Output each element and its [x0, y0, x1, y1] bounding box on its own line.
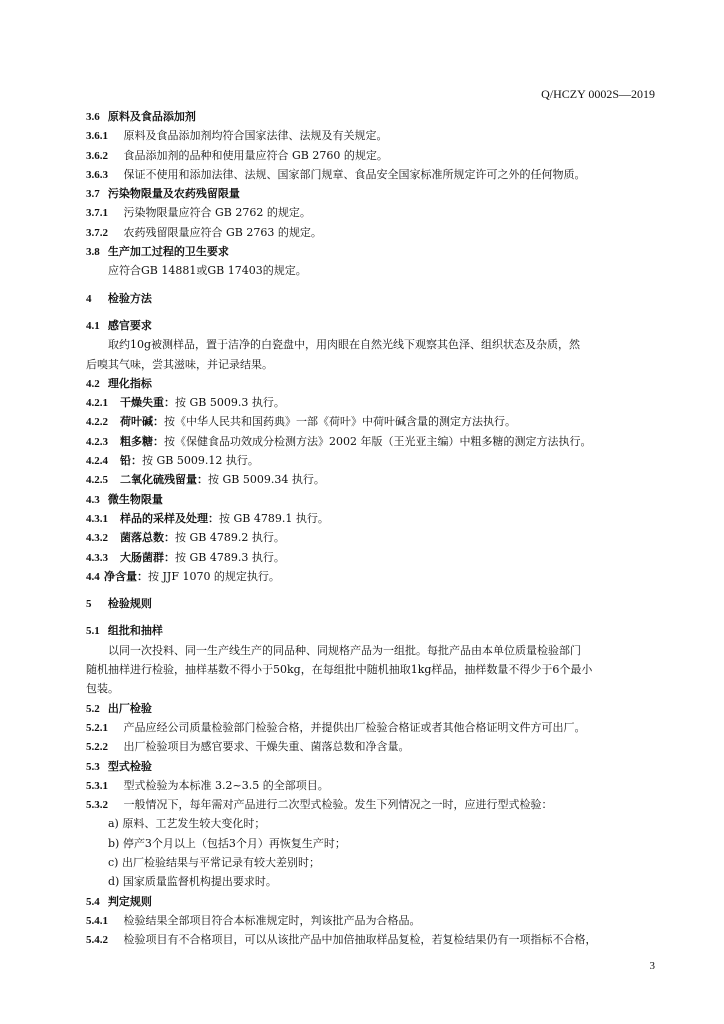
paragraph-line: 取约10g被测样品，置于洁净的白瓷盘中，用肉眼在自然光线下观察其色泽、组织状态及杂质，然: [108, 338, 581, 352]
clause-number: 4.3.3: [86, 551, 108, 564]
section-title: 生产加工过程的卫生要求: [107, 245, 229, 259]
chapter-4-heading: [86, 289, 656, 308]
clause-text: 一般情况下，每年需对产品进行二次型式检验。发生下列情况之一时，应进行型式检验：: [123, 798, 553, 812]
clause-text: 按 GB 4789.3 执行。: [175, 550, 285, 564]
section-number: 5.2: [86, 702, 100, 715]
section-title: 理化指标: [107, 376, 152, 390]
clause-3-7-1: [86, 203, 656, 222]
clause-number: 5.4.1: [86, 914, 108, 927]
clause-4-2-3: [86, 432, 656, 451]
section-4-4: [86, 567, 656, 586]
clause-text: 按 GB 4789.1 执行。: [219, 511, 329, 525]
page-number: 3: [649, 960, 655, 972]
section-5-3-heading: [86, 757, 656, 776]
clause-number: 3.6.3: [86, 168, 108, 181]
section-number: 3.6: [86, 111, 100, 123]
clause-number: 3.7.2: [86, 226, 108, 239]
clause-text: 按 GB 5009.34 执行。: [208, 473, 325, 487]
list-item: a) 原料、工艺发生较大变化时；: [108, 817, 266, 831]
clause-number: 3.6.1: [86, 130, 108, 143]
chapter-number: 4: [86, 292, 92, 305]
section-title: 微生物限量: [107, 492, 163, 506]
clause-text: 原料及食品添加剂均符合国家法律、法规及有关规定。: [123, 129, 388, 143]
clause-5-3-1: [86, 776, 656, 795]
section-number: 3.8: [86, 246, 100, 259]
clause-text: 按《保健食品功效成分检测方法》2002 年版（王光亚主编）中粗多糖的测定方法执行。: [164, 434, 592, 448]
section-number: 3.7: [86, 188, 100, 201]
clause-text: 农药残留限量应符合 GB 2763 的规定。: [123, 225, 322, 239]
clause-number: 4.3.1: [86, 512, 108, 525]
section-3-8-heading: [86, 242, 656, 261]
section-4-2-heading: [86, 374, 656, 393]
clause-4-2-5: [86, 470, 656, 489]
clause-3-6-1: [86, 126, 656, 145]
clause-number: 5.2.1: [86, 721, 108, 734]
clause-5-2-2: [86, 737, 656, 756]
clause-number: 4.2.2: [86, 416, 108, 429]
clause-number: 4.3.2: [86, 532, 108, 545]
document-body: [86, 107, 656, 949]
clause-label: 粗多糖：: [120, 434, 164, 448]
section-title: 感官要求: [107, 318, 152, 332]
clause-3-6-3: [86, 165, 656, 184]
clause-label: 铅：: [120, 454, 142, 468]
clause-number: 5.2.2: [86, 741, 108, 754]
section-3-6-heading: [86, 107, 656, 126]
clause-number: 3.6.2: [86, 149, 108, 162]
section-title: 判定规则: [107, 894, 152, 908]
clause-text: 检验项目有不合格项目，可以从该批产品中加倍抽取样品复检，若复检结果仍有一项指标不合格，: [123, 933, 597, 947]
section-number: 4.3: [86, 493, 100, 506]
clause-text: 产品应经公司质量检验部门检验合格，并提供出厂检验合格证或者其他合格证明文件方可出厂。: [123, 720, 586, 734]
chapter-5-heading: [86, 594, 656, 613]
clause-text: 出厂检验项目为感官要求、干燥失重、菌落总数和净含量。: [123, 740, 410, 754]
section-number: 5.4: [86, 895, 100, 908]
section-5-1-heading: [86, 621, 656, 640]
clause-text: 检验结果全部项目符合本标准规定时，判该批产品为合格品。: [123, 913, 421, 927]
list-item: d) 国家质量监督机构提出要求时。: [108, 875, 277, 889]
paragraph-line: 随机抽样进行检验，抽样基数不得小于50kg，在每组批中随机抽取1kg样品，抽样数量不得少于6个最小: [86, 663, 593, 677]
clause-text: 保证不使用和添加法律、法规、国家部门规章、食品安全国家标准所规定许可之外的任何物质。: [123, 167, 586, 181]
clause-label: 干燥失重：: [120, 396, 175, 410]
section-5-4-heading: [86, 892, 656, 911]
clause-4-2-1: [86, 393, 656, 412]
clause-text: 按 GB 4789.2 执行。: [175, 531, 285, 545]
section-4-3-heading: [86, 490, 656, 509]
clause-number: 4.2.4: [86, 455, 108, 468]
clause-label: 净含量：: [104, 569, 148, 583]
section-number: 4.1: [86, 319, 100, 332]
clause-number: 5.4.2: [86, 934, 108, 947]
clause-5-4-1: [86, 911, 656, 930]
clause-text: 按 JJF 1070 的规定执行。: [148, 569, 280, 583]
chapter-title: 检验规则: [107, 597, 152, 611]
paragraph-line: 以同一次投料、同一生产线生产的同品种、同规格产品为一组批。每批产品由本单位质量检验部门: [108, 643, 581, 657]
clause-label: 大肠菌群：: [120, 550, 175, 564]
clause-number: 4.2.1: [86, 397, 108, 410]
clause-4-2-4: [86, 451, 656, 470]
chapter-number: 5: [86, 598, 92, 611]
clause-3-6-2: [86, 146, 656, 165]
section-number: 4.2: [86, 377, 100, 390]
clause-label: 菌落总数：: [120, 531, 175, 545]
clause-5-3-2: [86, 795, 656, 814]
clause-number: 5.3.1: [86, 779, 108, 792]
clause-number: 4.2.3: [86, 435, 108, 448]
section-title: 原料及食品添加剂: [107, 110, 196, 123]
section-number: 5.1: [86, 625, 100, 638]
clause-label: 荷叶碱：: [120, 415, 164, 429]
section-title: 污染物限量及农药残留限量: [107, 187, 240, 201]
clause-text: 食品添加剂的品种和使用量应符合 GB 2760 的规定。: [123, 148, 388, 162]
section-title: 出厂检验: [107, 701, 152, 715]
clause-4-3-1: [86, 509, 656, 528]
standard-code: Q/HCZY 0002S—2019: [541, 87, 655, 101]
clause-4-3-2: [86, 528, 656, 547]
clause-5-2-1: [86, 718, 656, 737]
clause-text: 按 GB 5009.3 执行。: [175, 396, 285, 410]
clause-text: 型式检验为本标准 3.2~3.5 的全部项目。: [123, 778, 329, 792]
chapter-title: 检验方法: [107, 291, 152, 305]
clause-label: 样品的采样及处理：: [120, 511, 219, 525]
clause-4-2-2: [86, 412, 656, 431]
clause-text: 污染物限量应符合 GB 2762 的规定。: [123, 206, 311, 220]
section-3-7-heading: [86, 184, 656, 203]
clause-number: 4.2.5: [86, 474, 108, 487]
list-item: c) 出厂检验结果与平常记录有较大差别时；: [108, 855, 320, 869]
clause-4-3-3: [86, 548, 656, 567]
clause-text: 按 GB 5009.12 执行。: [142, 454, 259, 468]
section-3-8-text: 应符合GB 14881或GB 17403的规定。: [108, 264, 307, 278]
clause-number: 3.7.1: [86, 207, 108, 220]
section-4-1-heading: [86, 316, 656, 335]
clause-label: 二氧化硫残留量：: [120, 473, 208, 487]
clause-5-4-2: [86, 930, 656, 949]
section-5-2-heading: [86, 699, 656, 718]
paragraph-line: 包装。: [86, 682, 119, 696]
list-item: b) 停产3个月以上（包括3个月）再恢复生产时；: [108, 836, 346, 850]
clause-number: 5.3.2: [86, 799, 108, 812]
section-number: 5.3: [86, 760, 100, 773]
clause-3-7-2: [86, 223, 656, 242]
section-number: 4.4: [86, 570, 100, 583]
paragraph-line: 后嗅其气味，尝其滋味，并记录结果。: [86, 357, 273, 371]
section-title: 型式检验: [107, 759, 152, 773]
clause-text: 按《中华人民共和国药典》一部《荷叶》中荷叶碱含量的测定方法执行。: [164, 415, 516, 429]
section-title: 组批和抽样: [107, 624, 163, 638]
